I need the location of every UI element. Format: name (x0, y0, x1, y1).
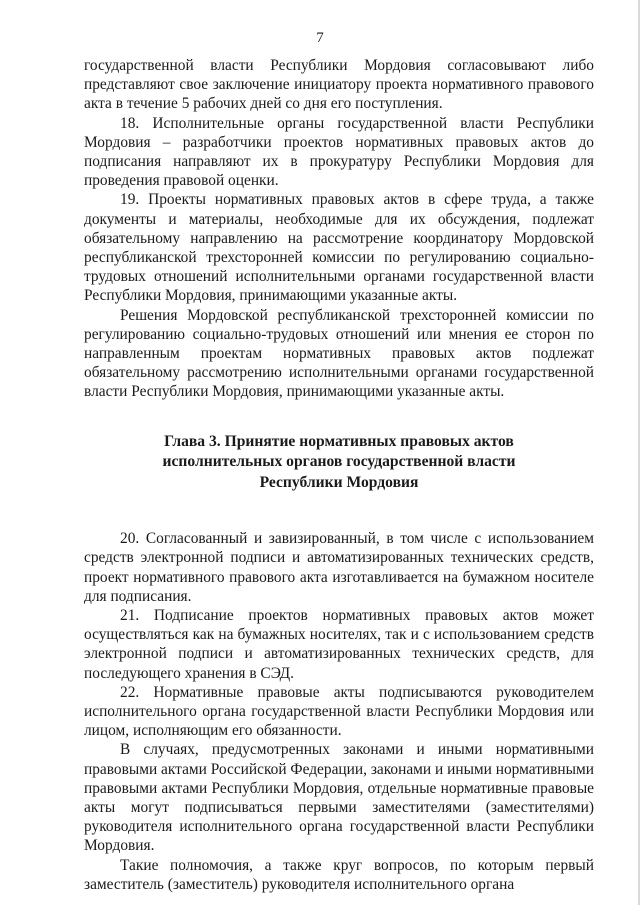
paragraph-21: 21. Подписание проектов нормативных правовых актов может осуществляться как на бумажных носителях, так и с использованием средств электронной подписи и автоматизированных технических средств, для последующего хранения в СЭД. (84, 606, 594, 682)
paragraph-continuation: государственной власти Республики Мордовия согласовывают либо представляют свое заключение инициатору проекта нормативного правового акта в течение 5 рабочих дней со дня его поступления. (84, 57, 594, 113)
paragraph-18: 18. Исполнительные органы государственной власти Республики Мордовия – разработчики проектов нормативных правовых актов до подписания направляют их в прокуратуру Республики Мордовия для проведения правовой оценки. (84, 114, 594, 190)
paragraph-22-powers: Такие полномочия, а также круг вопросов, по которым первый заместитель (заместитель) руководителя исполнительного органа (84, 856, 594, 893)
page-number: 7 (316, 30, 324, 46)
chapter-heading-line-2: исполнительных органов государственной власти (162, 453, 516, 471)
document-body (84, 56, 594, 894)
paragraph-22: 22. Нормативные правовые акты подписываются руководителем исполнительного органа государственной власти Республики Мордовия или лицом, исполняющим его обязанности. (84, 683, 594, 740)
chapter-heading (84, 432, 594, 494)
chapter-heading-line-3: Республики Мордовия (259, 473, 419, 491)
paragraph-22-cases: В случаях, предусмотренных законами и иными нормативными правовыми актами Российской Федерации, законами и иными нормативными правовыми актами Республики Мордовия, отдельные нормативные правовые акты могут подписываться первыми заместителями (заместителями) руководителя исполнительного органа государственной власти Республики Мордовия. (84, 741, 594, 855)
paragraph-19-decisions: Решения Мордовской республиканской трехсторонней комиссии по регулированию социально-трудовых отношений или мнения ее сторон по направленным проектам нормативных правовых актов подлежат обязательному рассмотрению исполнительными органами государственной власти Республики Мордовия, принимающими указанные акты. (84, 306, 594, 401)
chapter-heading-line-1: Глава 3. Принятие нормативных правовых актов (164, 432, 514, 450)
paragraph-19: 19. Проекты нормативных правовых актов в сфере труда, а также документы и материалы, необходимые для их обсуждения, подлежат обязательному направлению на рассмотрение координатору Мордовской республиканской трехсторонней комиссии по регулированию социально-трудовых отношений исполнительными органами государственной власти Республики Мордовия, принимающими указанные акты. (84, 191, 594, 305)
paragraph-20: 20. Согласованный и завизированный, в том числе с использованием средств электронной подписи и автоматизированных технических средств, проект нормативного правового акта изготавливается на бумажном носителе для подписания. (84, 530, 594, 605)
